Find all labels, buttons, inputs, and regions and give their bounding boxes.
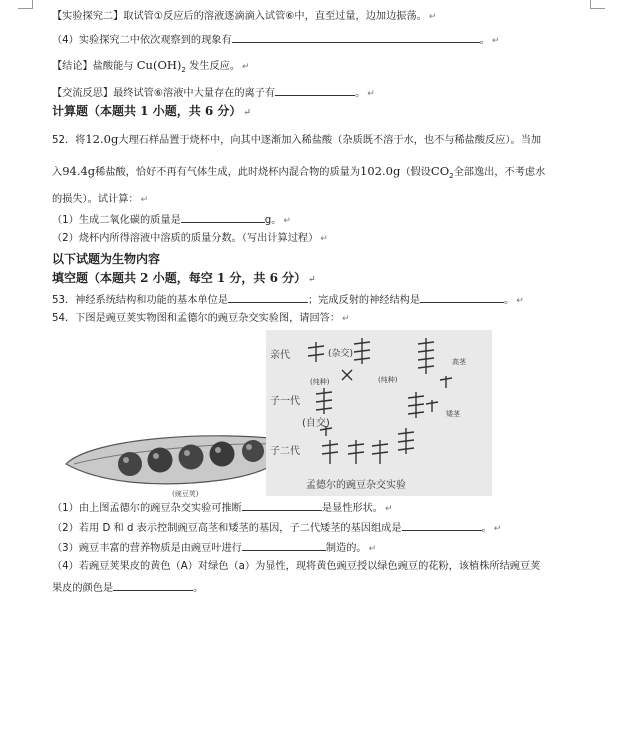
question-54-4-line2: 果皮的颜色是 。 [52, 580, 203, 596]
pure-label-2: (纯种) [378, 376, 398, 384]
pod-caption: (豌豆荚) [172, 490, 199, 498]
short-label: 矮茎 [446, 410, 460, 418]
experiment-2-text: 【实验探究二】取试管①反应后的溶液逐滴滴入试管⑥中，直至过量，边加边振荡。 ↵ [52, 11, 437, 22]
question-52-line3: 的损失）。试计算： ↵ [52, 194, 149, 205]
question-54-2: （2）若用 D 和 d 表示控制豌豆高茎和矮茎的基因，子二代矮茎的基因组成是 。 ↵ [52, 520, 501, 536]
answer-blank[interactable] [242, 500, 322, 511]
gen-f1-label: 子一代 [270, 396, 300, 407]
mendel-cross-diagram [266, 330, 492, 496]
question-4: （4）实验探究二中依次观察到的现象有 。 ↵ [52, 32, 499, 48]
answer-blank[interactable] [242, 540, 326, 551]
gen-parent-label: 亲代 [270, 350, 290, 361]
question-52-sub2: （2）烧杯内所得溶液中溶质的质量分数。（写出计算过程） ↵ [52, 233, 328, 244]
answer-blank[interactable] [228, 292, 308, 303]
question-52-sub1: （1）生成二氧化碳的质量是 g。 ↵ [52, 212, 291, 228]
bio-heading: 以下试题为生物内容 [52, 252, 161, 266]
answer-blank[interactable] [420, 292, 504, 303]
answer-blank[interactable] [113, 580, 193, 591]
pure-label-1: (纯种) [310, 378, 330, 386]
answer-blank[interactable] [181, 212, 265, 223]
calc-heading: 计算题（本题共 1 小题，共 6 分） ↵ [52, 104, 251, 118]
conclusion-text: 【结论】盐酸能与 $Cu(OH)_2$ 发生反应。 ↵ [52, 58, 250, 75]
question-54-3: （3）豌豆丰富的营养物质是由豌豆叶进行 制造的。 ↵ [52, 540, 376, 556]
answer-blank[interactable] [232, 32, 480, 43]
diagram-caption: 孟德尔的豌豆杂交实验 [306, 480, 406, 491]
answer-blank[interactable] [275, 85, 355, 96]
tall-label: 高茎 [452, 358, 466, 366]
question-54-1: （1）由上图孟德尔的豌豆杂交实验可推断 是显性形状。 ↵ [52, 500, 393, 516]
fill-heading: 填空题（本题共 2 小题，每空 1 分，共 6 分） ↵ [52, 271, 316, 285]
reflection-text: 【交流反思】最终试管⑥溶液中大量存在的离子有 。 ↵ [52, 85, 375, 101]
page-corner-mark [18, 0, 33, 9]
page-corner-mark [590, 0, 605, 9]
question-54-intro: 54．下图是豌豆荚实物图和孟德尔的豌豆杂交实验图，请回答： ↵ [52, 313, 350, 324]
answer-blank[interactable] [402, 520, 482, 531]
hybrid-label: (杂交) [328, 349, 354, 359]
question-53: 53．神经系统结构和功能的基本单位是 ；完成反射的神经结构是 。 ↵ [52, 292, 524, 308]
question-54-4-line1: （4）若豌豆荚果皮的黄色（A）对绿色（a）为显性，现将黄色豌豆授以绿色豌豆的花粉，该植株所结豌豆荚 [52, 561, 541, 572]
question-52-line2: 入94.4g稀盐酸，恰好不再有气体生成，此时烧杯内混合物的质量为102.0g（假设$CO_2$全部逸出，不考虑水 [52, 164, 546, 181]
pea-pod-photo [62, 424, 294, 502]
question-52-line1: 52．将12.0g大理石样品置于烧杯中，向其中逐渐加入稀盐酸（杂质既不溶于水，也不与稀盐酸反应）。当加 [52, 132, 542, 146]
selfing-label: (自交) [302, 418, 330, 429]
gen-f2-label: 子二代 [270, 446, 300, 457]
question-54-figure [52, 324, 492, 502]
